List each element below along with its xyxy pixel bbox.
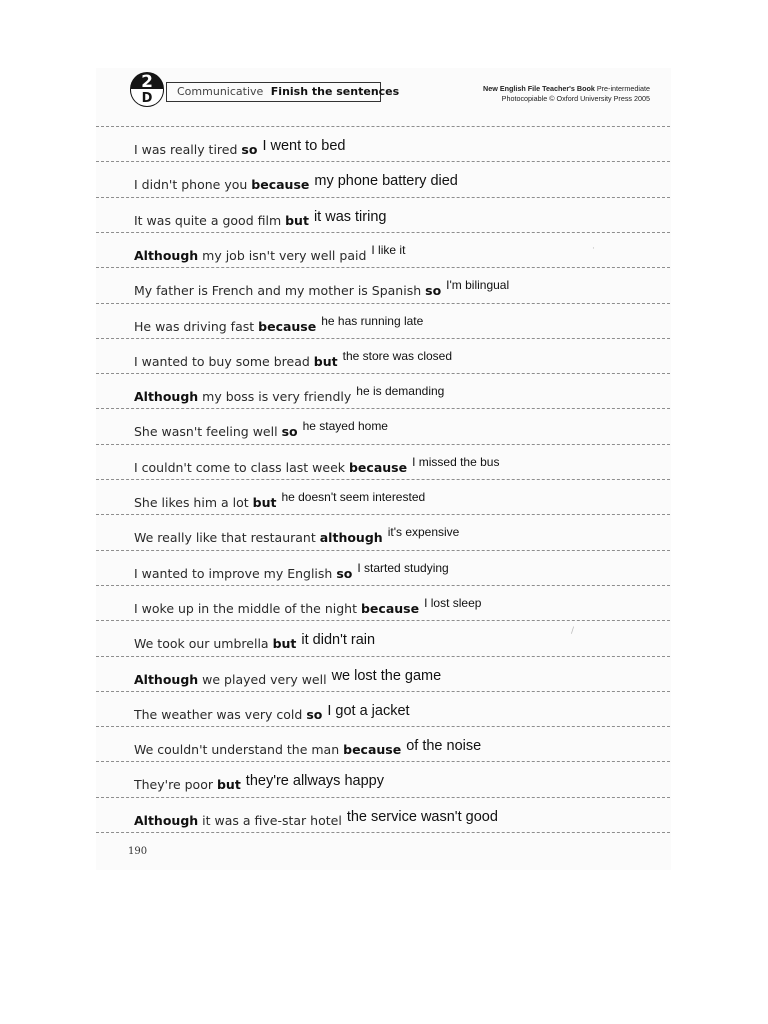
row-divider: [96, 373, 670, 374]
row-divider: [96, 585, 670, 586]
scan-speck: ·: [592, 244, 595, 254]
sentence-start: I woke up in the middle of the night: [134, 600, 357, 616]
sentence-text: [134, 560, 449, 582]
sentence-text: [134, 242, 406, 264]
conjunction-keyword: although: [319, 530, 383, 546]
sentence-text: [134, 348, 453, 370]
answer-field[interactable]: [301, 632, 376, 651]
conjunction-keyword: Although: [134, 671, 199, 687]
sentence-text: [134, 490, 426, 511]
handwritten-answer: I missed the bus: [412, 454, 500, 469]
sentence-text: [134, 419, 388, 440]
conjunction-keyword: but: [252, 495, 277, 510]
conjunction-keyword: so: [336, 565, 353, 581]
answer-field[interactable]: [302, 419, 388, 439]
sentence-text: [134, 173, 458, 193]
sentence-start: He was driving fast: [134, 318, 255, 334]
row-divider: [96, 620, 670, 621]
unit-letter: D: [141, 91, 153, 106]
page-number: 190: [128, 846, 148, 857]
answer-field[interactable]: [346, 808, 498, 828]
sentence-row: [134, 587, 654, 617]
conjunction-keyword: Although: [134, 389, 199, 405]
copyright-line: Photocopiable © Oxford University Press 2005: [501, 94, 650, 103]
conjunction-keyword: but: [313, 353, 338, 369]
sentence-row: [134, 375, 654, 405]
sentence-text: [134, 278, 510, 299]
answer-field[interactable]: [446, 278, 510, 298]
handwritten-answer: I lost sleep: [424, 595, 482, 610]
sentence-row: [134, 481, 654, 511]
row-divider: [96, 232, 670, 233]
sentence-start: They're poor: [134, 777, 213, 793]
sentence-text: [134, 667, 442, 688]
sentence-start: The weather was very cold: [134, 706, 303, 722]
sentence-row: [134, 340, 654, 370]
handwritten-answer: the store was closed: [342, 348, 453, 363]
activity-kind: Communicative: [177, 85, 264, 98]
answer-field[interactable]: [387, 525, 460, 545]
conjunction-keyword: because: [348, 459, 408, 475]
conjunction-keyword: Although: [134, 812, 199, 828]
sentence-text: [134, 525, 460, 546]
title-box: [166, 82, 400, 102]
sentence-start: My father is French and my mother is Spanish: [134, 283, 422, 299]
row-divider: [96, 126, 670, 127]
row-divider: [96, 832, 670, 833]
sentence-start: I wanted to buy some bread: [134, 353, 310, 369]
answer-field[interactable]: [281, 490, 426, 510]
sentence-start: She likes him a lot: [134, 495, 249, 510]
row-divider: [96, 656, 670, 657]
handwritten-answer: he is demanding: [356, 384, 445, 399]
sentence-row: [134, 305, 654, 335]
row-divider: [96, 550, 670, 551]
sentence-row: [134, 234, 654, 264]
sentence-start: we played very well: [202, 671, 327, 687]
sentence-row: [134, 552, 654, 582]
answer-field[interactable]: [245, 773, 384, 792]
sentence-row: [134, 693, 654, 723]
conjunction-keyword: because: [343, 742, 402, 758]
handwritten-answer: I started studying: [357, 560, 449, 575]
answer-field[interactable]: [342, 348, 453, 369]
conjunction-keyword: but: [272, 636, 297, 652]
row-divider: [96, 761, 670, 762]
answer-field[interactable]: [331, 667, 442, 687]
handwritten-answer: he stayed home: [302, 419, 388, 434]
scan-speck: /: [571, 626, 575, 636]
sentence-row: [134, 163, 654, 193]
book-title: New English File Teacher's Book: [483, 84, 595, 93]
answer-field[interactable]: [313, 208, 387, 228]
handwritten-answer: I got a jacket: [327, 702, 410, 719]
sentence-text: [134, 138, 346, 158]
row-divider: [96, 338, 670, 339]
sentence-row: [134, 128, 654, 158]
handwritten-answer: my phone battery died: [314, 173, 458, 190]
sentence-start: I couldn't come to class last week: [134, 459, 345, 475]
sentence-text: [134, 208, 387, 229]
handwritten-answer: we lost the game: [331, 667, 442, 684]
sentence-text: [134, 702, 410, 723]
row-divider: [96, 303, 670, 304]
row-divider: [96, 514, 670, 515]
conjunction-keyword: because: [258, 318, 317, 334]
conjunction-keyword: Although: [134, 247, 199, 263]
conjunction-keyword: so: [306, 706, 323, 722]
row-divider: [96, 726, 670, 727]
answer-field[interactable]: [412, 454, 500, 475]
answer-field[interactable]: [314, 173, 458, 192]
sentence-row: [134, 622, 654, 652]
handwritten-answer: of the noise: [406, 738, 482, 755]
handwritten-answer: he has running late: [321, 313, 424, 328]
handwritten-answer: the service wasn't good: [346, 808, 498, 825]
sentence-start: We really like that restaurant: [134, 530, 316, 546]
sentence-start: I was really tired: [134, 142, 238, 157]
handwritten-answer: they're allways happy: [245, 773, 384, 790]
conjunction-keyword: so: [425, 283, 442, 299]
worksheet-title: Finish the sentences: [270, 85, 400, 98]
sentence-row: [134, 763, 654, 793]
sentence-text: [134, 384, 445, 405]
row-divider: [96, 797, 670, 798]
answer-field[interactable]: [406, 738, 482, 757]
conjunction-keyword: so: [281, 424, 298, 440]
handwritten-answer: it was tiring: [313, 208, 387, 225]
row-divider: [96, 161, 670, 162]
sentence-row: [134, 410, 654, 440]
sentence-text: [134, 808, 498, 829]
conjunction-keyword: so: [241, 142, 258, 157]
handwritten-answer: I like it: [371, 242, 406, 257]
handwritten-answer: it's expensive: [387, 525, 460, 540]
answer-field[interactable]: [357, 560, 449, 581]
row-divider: [96, 444, 670, 445]
answer-field[interactable]: [356, 384, 445, 404]
sentence-start: We took our umbrella: [134, 636, 269, 652]
sentence-start: She wasn't feeling well: [134, 424, 278, 440]
sentence-row: [134, 658, 654, 688]
sentence-text: [134, 454, 500, 476]
answer-field[interactable]: [327, 702, 410, 722]
answer-field[interactable]: [262, 138, 346, 157]
sentence-row: [134, 199, 654, 229]
sentence-start: I wanted to improve my English: [134, 565, 333, 581]
sentence-row: [134, 799, 654, 829]
conjunction-keyword: but: [285, 212, 309, 228]
sentence-start: It was quite a good film: [134, 212, 282, 228]
row-divider: [96, 197, 670, 198]
conjunction-keyword: but: [216, 777, 241, 793]
answer-field[interactable]: [371, 242, 406, 263]
handwritten-answer: it didn't rain: [301, 632, 376, 649]
sentence-start: my job isn't very well paid: [202, 247, 367, 263]
sentence-row: [134, 269, 654, 299]
row-divider: [96, 691, 670, 692]
conjunction-keyword: because: [251, 177, 310, 193]
handwritten-answer: he doesn't seem interested: [281, 490, 426, 504]
sentence-text: [134, 632, 376, 652]
sentence-row: [134, 446, 654, 476]
handwritten-answer: I went to bed: [262, 138, 346, 154]
unit-badge: [130, 72, 164, 110]
answer-field[interactable]: [321, 313, 424, 334]
sentence-text: [134, 773, 384, 793]
sentence-start: I didn't phone you: [134, 177, 248, 193]
publisher-info: [483, 84, 650, 104]
sentence-text: [134, 595, 482, 617]
sentence-start: my boss is very friendly: [202, 389, 352, 405]
sentence-start: it was a five-star hotel: [202, 812, 342, 828]
unit-number: 2: [141, 72, 153, 92]
book-level: Pre-intermediate: [596, 84, 650, 93]
answer-field[interactable]: [424, 595, 482, 616]
handwritten-answer: I'm bilingual: [446, 278, 510, 293]
sentence-text: [134, 313, 424, 335]
sentence-start: We couldn't understand the man: [134, 742, 340, 758]
sentence-row: [134, 728, 654, 758]
row-divider: [96, 408, 670, 409]
row-divider: [96, 267, 670, 268]
sentence-text: [134, 738, 482, 758]
sentence-row: [134, 516, 654, 546]
row-divider: [96, 479, 670, 480]
conjunction-keyword: because: [360, 600, 420, 616]
